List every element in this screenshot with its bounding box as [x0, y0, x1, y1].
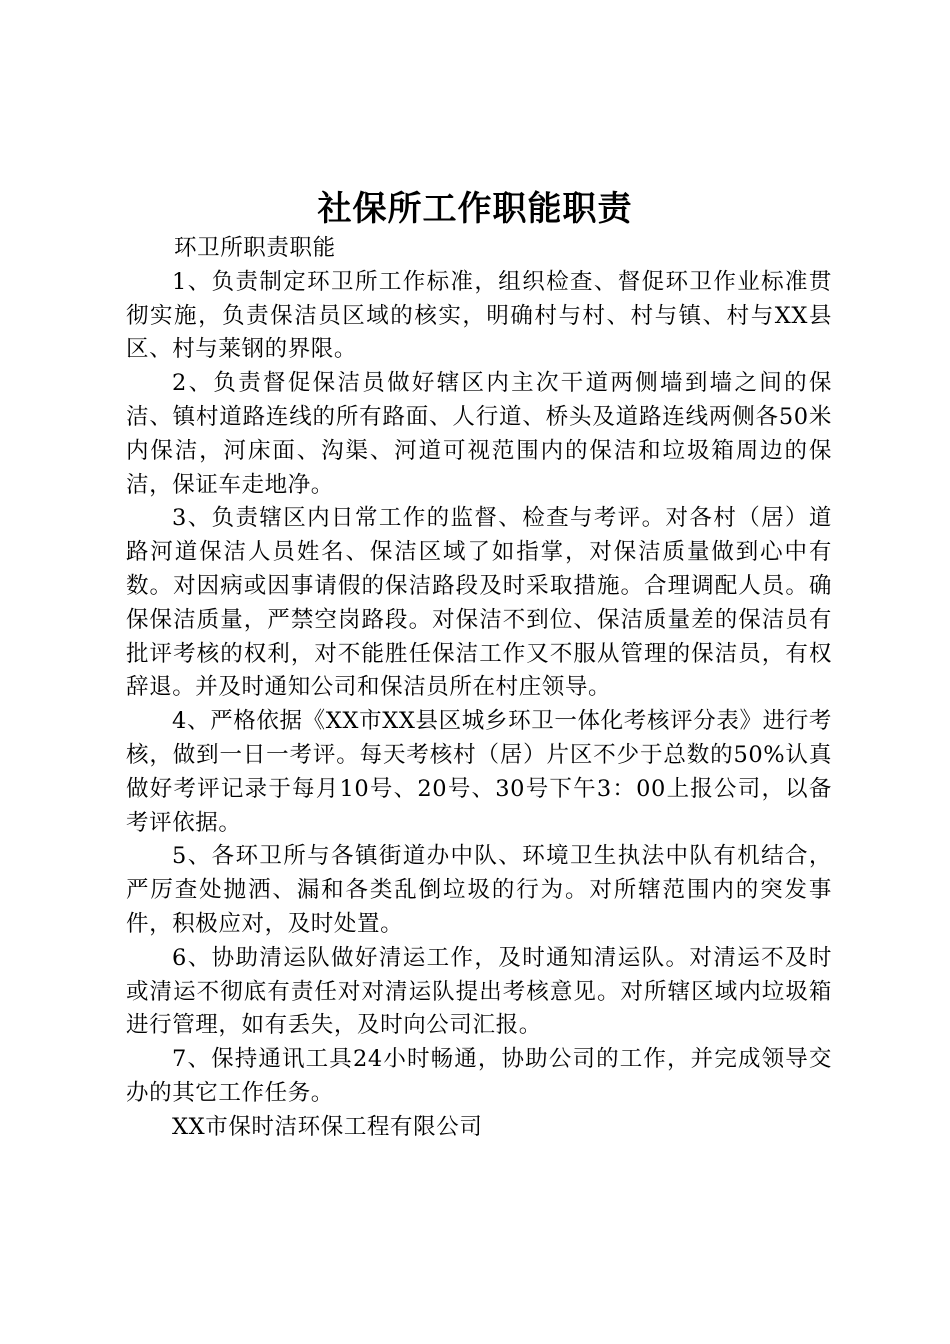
company-signoff: XX市保时洁环保工程有限公司: [172, 1113, 483, 1140]
paragraph-2: 2、负责督促保洁员做好辖区内主次干道两侧墙到墙之间的保洁、镇村道路连线的所有路面、人行道、桥头及道路连线两侧各50米内保洁，河床面、沟渠、河道可视范围内的保洁和垃圾箱周边的保洁，保证车走地净。: [126, 370, 832, 498]
paragraph-4: 4、严格依据《XX市XX县区城乡环卫一体化考核评分表》进行考核，做到一日一考评。每天考核村（居）片区不少于总数的50%认真做好考评记录于每月10号、20号、30号下午3：00上报公司，以备考评依据。: [126, 708, 832, 836]
paragraph-5: 5、各环卫所与各镇街道办中队、环境卫生执法中队有机结合，严厉查处抛洒、漏和各类乱倒垃圾的行为。对所辖范围内的突发事件，积极应对，及时处置。: [126, 843, 832, 937]
section-subtitle: 环卫所职责职能: [174, 235, 336, 261]
document-title: 社保所工作职能职责: [317, 189, 633, 229]
paragraph-1: 1、负责制定环卫所工作标准，组织检查、督促环卫作业标准贯彻实施，负责保洁员区域的核实，明确村与村、村与镇、村与XX县区、村与莱钢的界限。: [126, 268, 832, 363]
paragraph-3: 3、负责辖区内日常工作的监督、检查与考评。对各村（居）道路河道保洁人员姓名、保洁区域了如指掌，对保洁质量做到心中有数。对因病或因事请假的保洁路段及时采取措施。合理调配人员。确保保洁质量，严禁空岗路段。对保洁不到位、保洁质量差的保洁员有批评考核的权利，对不能胜任保洁工作又不服从管理的保洁员，有权辞退。并及时通知公司和保洁员所在村庄领导。: [126, 505, 832, 701]
paragraph-6: 6、协助清运队做好清运工作，及时通知清运队。对清运不及时或清运不彻底有责任对对清运队提出考核意见。对所辖区域内垃圾箱进行管理，如有丢失，及时向公司汇报。: [126, 944, 832, 1039]
paragraph-7: 7、保持通讯工具24小时畅通，协助公司的工作，并完成领导交办的其它工作任务。: [126, 1046, 832, 1106]
document-body: [126, 232, 832, 1145]
